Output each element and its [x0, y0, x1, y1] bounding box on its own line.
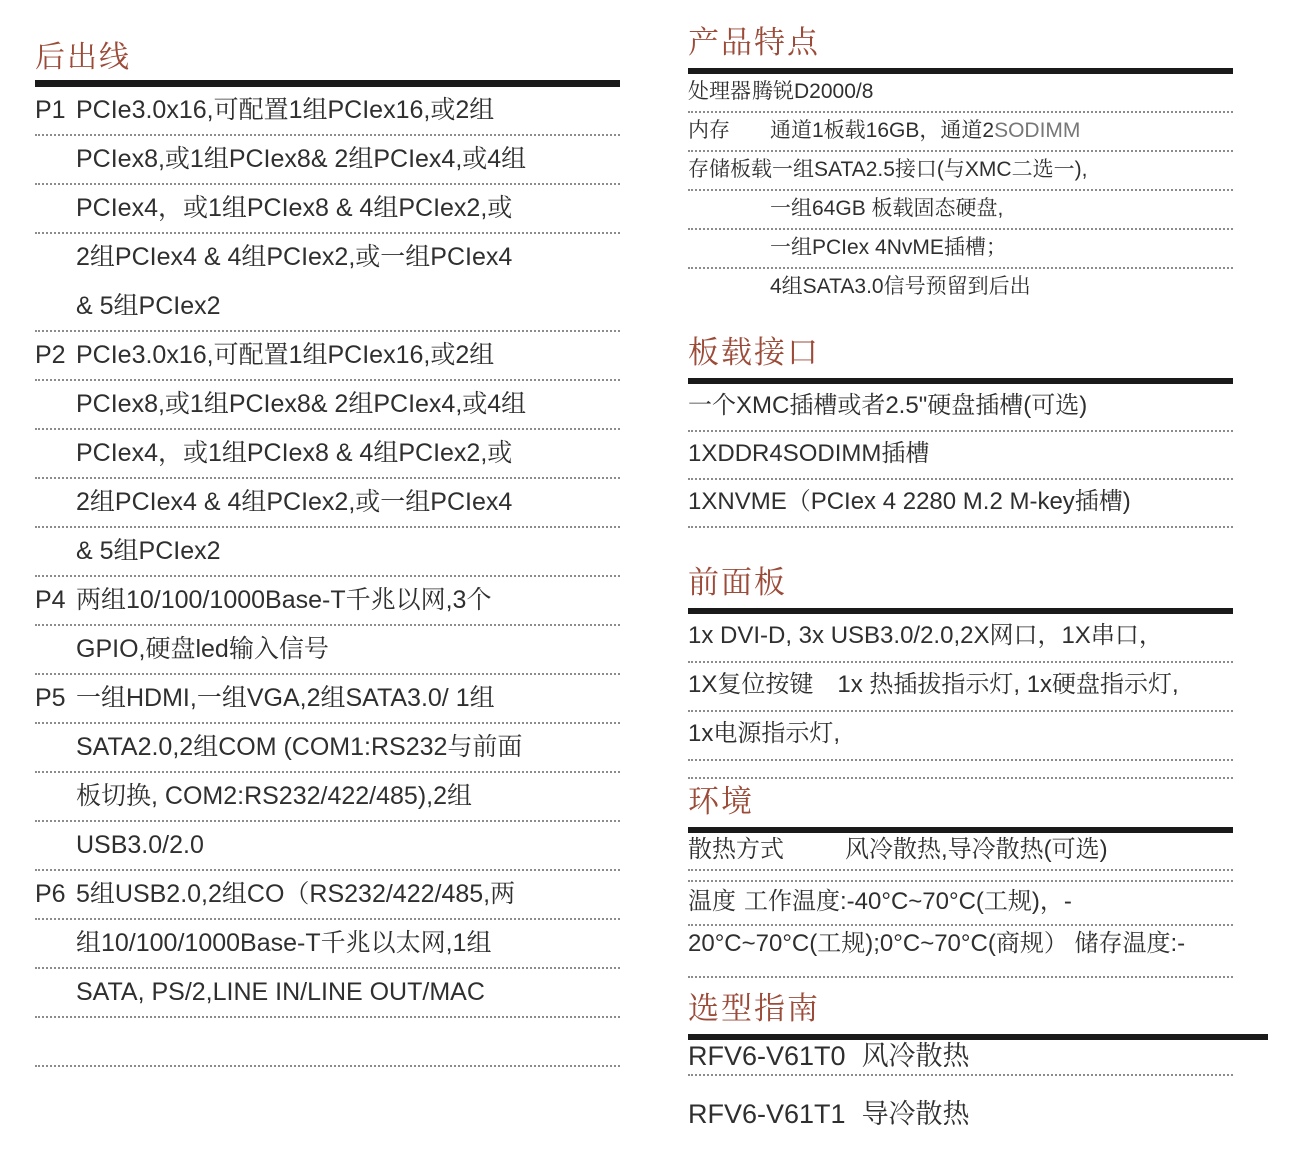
spec-text: 2组PCIex4 & 4组PCIex2,或一组PCIex4 — [76, 488, 513, 516]
section-title-selection-guide: 选型指南 — [688, 991, 820, 1026]
spec-text: 一组64GB 板载固态硬盘, — [770, 197, 1004, 220]
spec-row-empty — [688, 761, 1233, 779]
spec-row — [35, 332, 620, 381]
spec-row — [35, 479, 620, 528]
spec-text: GPIO,硬盘led输入信号 — [76, 635, 329, 663]
field-label: 处理器 — [688, 80, 751, 103]
section-title-features: 产品特点 — [688, 25, 820, 60]
spec-text: 20°C~70°C(工规);0°C~70°C(商规） 储存温度:- — [688, 930, 1186, 957]
spec-row — [688, 480, 1233, 528]
spec-row — [35, 430, 620, 479]
section-title-environment: 环境 — [688, 784, 754, 819]
spec-text: PCIex8,或1组PCIex8& 2组PCIex4,或4组 — [76, 145, 527, 173]
spec-row — [688, 1098, 1233, 1132]
spec-row — [688, 1040, 1233, 1076]
field-label: 存储 — [688, 158, 730, 181]
field-label: 温度 — [688, 888, 736, 915]
spec-row — [35, 724, 620, 773]
spec-text: 两组10/100/1000Base-T千兆以网,3个 — [76, 586, 492, 614]
spec-row — [35, 871, 620, 920]
port-label: P6 — [35, 880, 66, 908]
spec-row — [35, 234, 620, 283]
spec-text: 组10/100/1000Base-T千兆以太网,1组 — [76, 929, 492, 957]
spec-text: 板载一组SATA2.5接口(与XMC二选一), — [730, 158, 1088, 181]
port-label: P5 — [35, 684, 66, 712]
spec-row — [35, 136, 620, 185]
environment-section — [688, 783, 1233, 978]
spec-text-muted: SODIMM — [994, 119, 1081, 142]
spec-row — [35, 283, 620, 332]
spec-row — [688, 230, 1233, 269]
spec-row — [35, 528, 620, 577]
spec-row — [688, 152, 1233, 191]
field-label: 内存 — [688, 119, 730, 142]
spec-text: 1x DVI-D, 3x USB3.0/2.0,2X网口，1X串口， — [688, 622, 1163, 649]
spec-text: 1X复位按键 1x 热插拔指示灯, 1x硬盘指示灯, — [688, 671, 1179, 698]
double-dotted-divider — [688, 871, 1233, 882]
section-title-rear-io: 后出线 — [35, 41, 131, 74]
spec-text: PCIex4，或1组PCIex8 & 4组PCIex2,或 — [76, 439, 513, 467]
spec-text: 风冷散热,导冷散热(可选) — [845, 836, 1108, 863]
spec-text: PCIe3.0x16,可配置1组PCIex16,或2组 — [76, 96, 495, 124]
spec-row — [688, 74, 1233, 113]
spec-text: 一个XMC插槽或者2.5"硬盘插槽(可选) — [688, 392, 1088, 419]
spec-row — [688, 663, 1233, 712]
model-selection-section — [688, 990, 1233, 1132]
spec-text: 通道1板载16GB，通道2 — [770, 119, 995, 142]
spec-text: 4组SATA3.0信号预留到后出 — [770, 275, 1031, 298]
spec-row — [688, 882, 1233, 926]
spec-text: 一组PCIex 4NvME插槽； — [770, 236, 1007, 259]
spec-text: PCIe3.0x16,可配置1组PCIex16,或2组 — [76, 341, 495, 369]
spec-text: 1XNVME（PCIex 4 2280 M.2 M-key插槽) — [688, 488, 1131, 515]
spec-row — [688, 432, 1233, 480]
spec-text: 腾锐D2000/8 — [752, 80, 874, 103]
spec-row-empty — [35, 1018, 620, 1067]
spec-row — [35, 773, 620, 822]
spec-row — [688, 113, 1233, 152]
spec-text: SATA, PS/2,LINE IN/LINE OUT/MAC — [76, 978, 485, 1006]
spec-text: PCIex4，或1组PCIex8 & 4组PCIex2,或 — [76, 194, 513, 222]
spec-row — [688, 926, 1233, 978]
right-column — [688, 24, 1233, 1132]
spec-row — [35, 87, 620, 136]
spec-row — [35, 969, 620, 1018]
spec-text: PCIex8,或1组PCIex8& 2组PCIex4,或4组 — [76, 390, 527, 418]
spec-row — [35, 822, 620, 871]
spec-text: 风冷散热 — [861, 1041, 970, 1071]
spec-text: SATA2.0,2组COM (COM1:RS232与前面 — [76, 733, 523, 761]
product-features-section — [688, 24, 1233, 308]
port-label: P2 — [35, 341, 66, 369]
field-label: 散热方式 — [688, 836, 784, 863]
spec-row — [35, 577, 620, 626]
spec-row — [35, 185, 620, 234]
onboard-interfaces-section — [688, 334, 1233, 528]
spec-text: 1x电源指示灯, — [688, 720, 841, 747]
port-label: P4 — [35, 586, 66, 614]
spec-row — [35, 626, 620, 675]
spec-row — [35, 381, 620, 430]
spec-row — [688, 269, 1233, 308]
spec-text: 5组USB2.0,2组CO（RS232/422/485,两 — [76, 880, 516, 908]
spec-text: 1XDDR4SODIMM插槽 — [688, 440, 930, 467]
section-title-front-panel: 前面板 — [688, 565, 787, 600]
spec-row — [688, 712, 1233, 761]
spec-row — [688, 614, 1233, 663]
spec-text: & 5组PCIex2 — [76, 292, 221, 320]
spec-row — [688, 191, 1233, 230]
spec-text: & 5组PCIex2 — [76, 537, 221, 565]
spec-row — [688, 384, 1233, 432]
rear-io-section — [35, 40, 620, 1067]
spec-text: USB3.0/2.0 — [76, 831, 204, 859]
model-number: RFV6-V61T1 — [688, 1099, 846, 1129]
front-panel-section — [688, 564, 1233, 779]
spec-row — [688, 833, 1233, 871]
model-number: RFV6-V61T0 — [688, 1041, 846, 1071]
divider — [35, 80, 620, 87]
spec-text: 一组HDMI,一组VGA,2组SATA3.0/ 1组 — [76, 684, 495, 712]
section-title-onboard: 板载接口 — [688, 335, 820, 370]
port-label: P1 — [35, 96, 66, 124]
spec-text: 工作温度:-40°C~70°C(工规)，- — [744, 888, 1072, 915]
spec-text: 导冷散热 — [861, 1099, 970, 1129]
spec-row — [35, 920, 620, 969]
spec-row — [35, 675, 620, 724]
spec-text: 2组PCIex4 & 4组PCIex2,或一组PCIex4 — [76, 243, 513, 271]
spec-text: 板切换, COM2:RS232/422/485),2组 — [76, 782, 472, 810]
